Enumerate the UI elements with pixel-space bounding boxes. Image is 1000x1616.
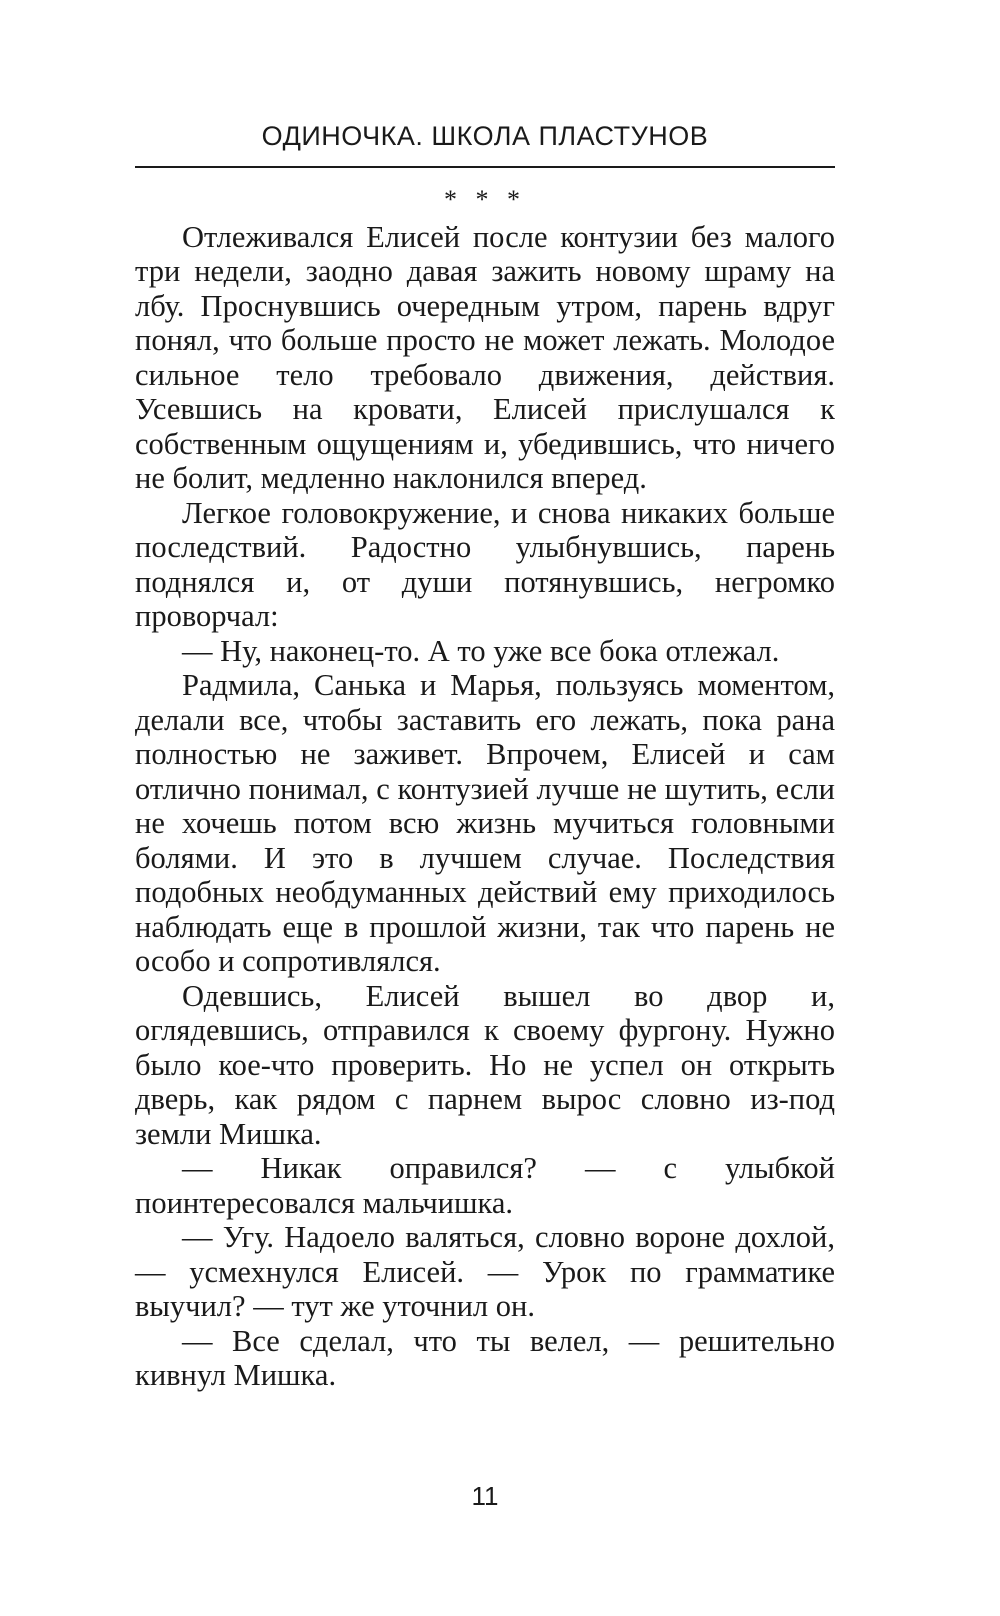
paragraph: Легкое головокружение, и снова никаких больше последствий. Радостно улыбнувшись, парень поднялся и, от души потянувшись, негромко проворчал:	[135, 495, 835, 633]
paragraph: Одевшись, Елисей вышел во двор и, оглядевшись, отправился к своему фургону. Нужно было кое-что проверить. Но не успел он открыть дверь, как рядом с парнем вырос словно из-под земли Мишка.	[135, 978, 835, 1151]
dialogue-line: — Угу. Надоело валяться, словно вороне дохлой, — усмехнулся Елисей. — Урок по грамматике выучил? — тут же уточнил он.	[135, 1220, 835, 1323]
page-number: 11	[471, 1481, 499, 1511]
dialogue-line: — Никак оправился? — с улыбкой поинтересовался мальчишка.	[135, 1151, 835, 1220]
dialogue-line: — Все сделал, что ты велел, — решительно кивнул Мишка.	[135, 1323, 835, 1392]
header-rule	[135, 166, 835, 168]
dialogue-line: — Ну, наконец-то. А то уже все бока отлежал.	[182, 633, 780, 668]
body-text	[135, 183, 835, 1393]
paragraph: Радмила, Санька и Марья, пользуясь моментом, делали все, чтобы заставить его лежать, пока рана полностью не заживет. Впрочем, Елисей и сам отлично понимал, с контузией лучше не шутить, если не хочешь потом всю жизнь мучиться головными болями. И это в лучшем случае. Последствия подобных необдуманных действий ему приходилось наблюдать еще в прошлой жизни, так что парень не особо и сопротивлялся.	[135, 668, 835, 978]
scene-break: * * *	[444, 185, 526, 214]
paragraph: Отлеживался Елисей после контузии без малого три недели, заодно давая зажить новому шраму на лбу. Проснувшись очередным утром, парень вдруг понял, что больше просто не может лежать. Молодое сильное тело требовало движения, действия. Усевшись на кровати, Елисей прислушался к собственным ощущениям и, убедившись, что ничего не болит, медленно наклонился вперед.	[135, 219, 835, 495]
running-title: ОДИНОЧКА. ШКОЛА ПЛАСТУНОВ	[261, 121, 709, 151]
